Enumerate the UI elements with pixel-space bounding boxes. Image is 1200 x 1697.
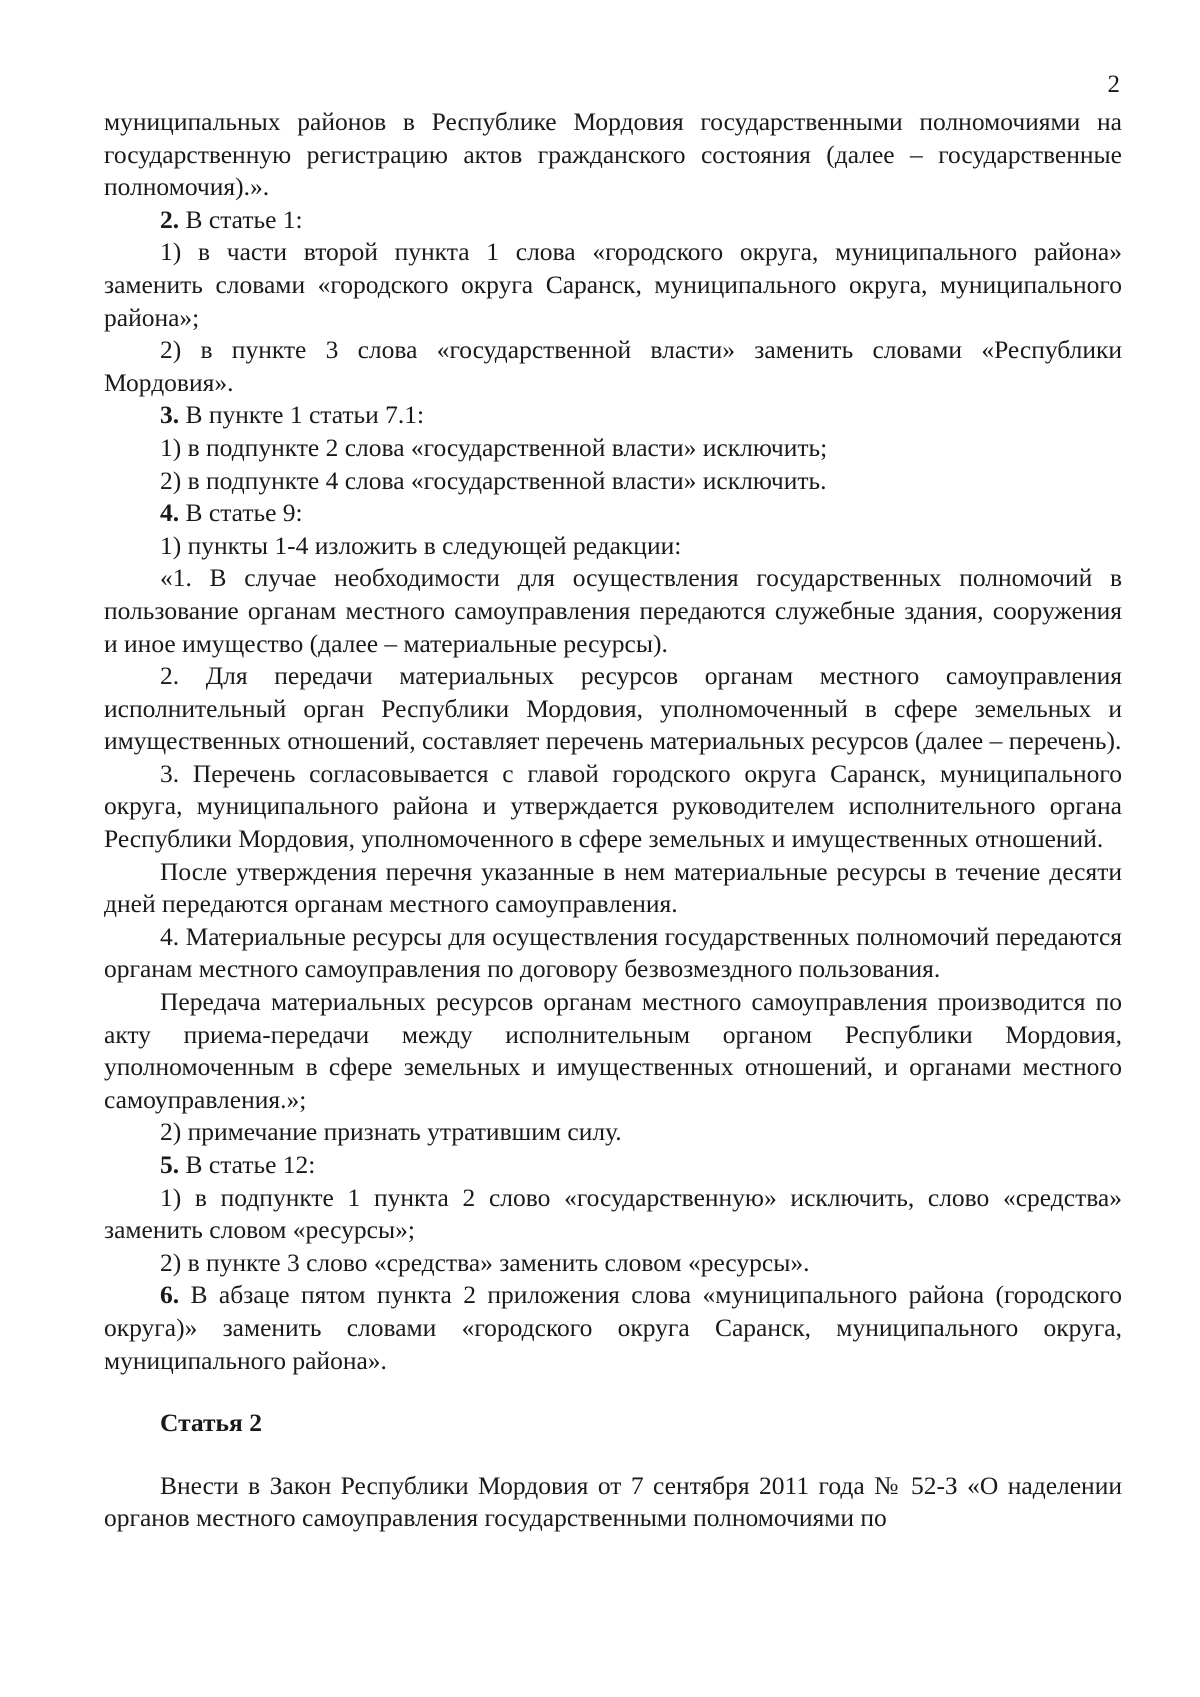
paragraph-text: 1) в части второй пункта 1 слова «городского округа, муниципального района» заменить словами «городского округа Саранск, муниципального округа, муниципального района»; (104, 237, 1122, 332)
paragraph (104, 1182, 1122, 1247)
paragraph (104, 530, 1122, 563)
closing-paragraph: Внести в Закон Республики Мордовия от 7 сентября 2011 года № 52-З «О наделении органов местного самоуправления государственными полномочиями по (104, 1470, 1122, 1533)
paragraph-text: Передача материальных ресурсов органам местного самоуправления производится по акту приема-передачи между исполнительным органом Республики Мордовия, уполномоченным в сфере земельных и имущественных отношений, и органами местного самоуправления.»; (104, 987, 1122, 1114)
paragraph (104, 432, 1122, 465)
paragraph-text: 4. Материальные ресурсы для осуществления государственных полномочий передаются органам местного самоуправления по договору безвозмездного пользования. (104, 921, 1122, 984)
paragraph-text: 2) в пункте 3 слово «средства» заменить словом «ресурсы». (160, 1247, 810, 1277)
paragraph-text: В пункте 1 статьи 7.1: (179, 400, 425, 430)
paragraph-text: После утверждения перечня указанные в нем материальные ресурсы в течение десяти дней передаются органам местного самоуправления. (104, 856, 1122, 919)
paragraph-text: В абзаце пятом пункта 2 приложения слова «муниципального района (городского округа)» заменить словами «городского округа Саранск, муниципального округа, муниципального района». (104, 1280, 1122, 1375)
item-number: 6. (160, 1280, 180, 1310)
item-number: 2. (160, 204, 180, 234)
paragraph-text: «1. В случае необходимости для осуществления государственных полномочий в пользование органам местного самоуправления передаются служебные здания, сооружения и иное имущество (далее – материальные ресурсы). (104, 563, 1122, 658)
paragraph-text: 1) в подпункте 2 слова «государственной власти» исключить; (160, 432, 828, 462)
article-heading: Статья 2 (160, 1408, 262, 1438)
paragraph (104, 1116, 1122, 1149)
paragraph-text: В статье 9: (179, 498, 303, 528)
paragraph (104, 236, 1122, 334)
item-number: 3. (160, 400, 180, 430)
document-body (104, 106, 1122, 1535)
paragraph-text: 2. Для передачи материальных ресурсов органам местного самоуправления исполнительный орган Республики Мордовия, уполномоченный в сфере земельных и имущественных отношений, составляет перечень материальных ресурсов (далее – перечень). (104, 661, 1122, 756)
paragraph-text: В статье 1: (179, 204, 303, 234)
paragraph (104, 660, 1122, 758)
paragraph-text: 3. Перечень согласовывается с главой городского округа Саранск, муниципального округа, муниципального района и утверждается руководителем исполнительного органа Республики Мордовия, уполномоченного в сфере земельных и имущественных отношений. (104, 758, 1122, 854)
paragraph-text: муниципальных районов в Республике Мордовия государственными полномочиями на государственную регистрацию актов гражданского состояния (далее – государственные полномочия).». (104, 107, 1122, 202)
paragraph-text: 1) в подпункте 1 пункта 2 слово «государственную» исключить, слово «средства» заменить словом «ресурсы»; (104, 1182, 1122, 1245)
paragraph (104, 986, 1122, 1116)
paragraph-text: 2) в пункте 3 слова «государственной власти» заменить словами «Республики Мордовия». (104, 335, 1122, 397)
paragraph-text: 2) примечание признать утратившим силу. (160, 1117, 622, 1147)
paragraph-text: 1) пункты 1-4 изложить в следующей редакции: (160, 530, 682, 560)
paragraph (104, 562, 1122, 660)
paragraph (104, 1279, 1122, 1377)
paragraph (104, 758, 1122, 856)
paragraph (104, 497, 1122, 530)
paragraph (104, 1149, 1122, 1182)
paragraph (104, 856, 1122, 921)
paragraph (104, 106, 1122, 204)
paragraph (104, 1247, 1122, 1280)
paragraph (104, 334, 1122, 399)
paragraph-text: 2) в подпункте 4 слова «государственной власти» исключить. (160, 465, 827, 495)
paragraph (104, 399, 1122, 432)
paragraph (104, 465, 1122, 498)
paragraph (104, 204, 1122, 237)
item-number: 5. (160, 1150, 180, 1179)
paragraph (104, 921, 1122, 986)
item-number: 4. (160, 498, 180, 528)
page-number: 2 (1107, 71, 1120, 98)
paragraph-text: В статье 12: (179, 1150, 316, 1179)
